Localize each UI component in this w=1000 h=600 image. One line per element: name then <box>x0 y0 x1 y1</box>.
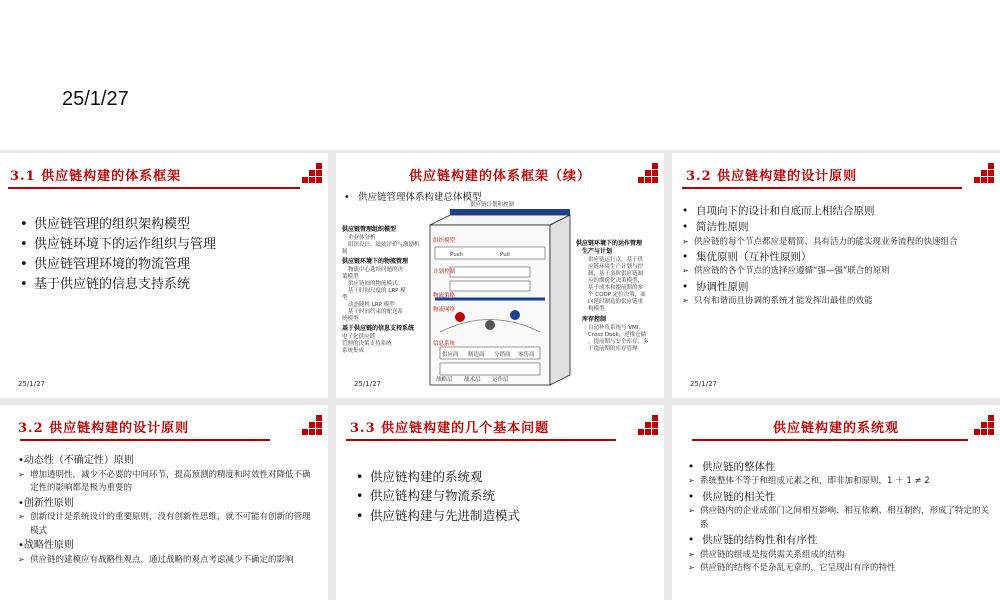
right-heading: 供应链环境下的运作管理 <box>576 240 643 247</box>
slide-thumbnail-1[interactable] <box>0 153 328 398</box>
list-item: • 供应链构建与先进制造模式 <box>356 506 520 525</box>
list-item: ➢ 供应链的建模应有战略性观点，通过战略的观点考虑减少不确定的影响 <box>18 554 318 568</box>
node-label: 零售商 <box>518 352 535 358</box>
list-item: • 基于供应链的信息支持系统 <box>20 275 216 295</box>
list-item: ➢ 供应链的每个节点都应是精简、具有活力的能实现业务流程的快速组合 <box>682 236 982 250</box>
list-item: • 供应链构建与物流系统 <box>356 486 520 505</box>
left-line: 动态随机 LRP 模型 <box>348 302 395 308</box>
list-item: • 供应链的相关性 <box>688 489 994 505</box>
push-label: Push <box>450 252 464 258</box>
side-label: 组织模型 <box>433 238 456 244</box>
list-item: • 供应链的整体性 <box>688 459 994 475</box>
slide-title: 3.1 供应链构建的体系框架 <box>10 169 182 184</box>
bullet-list <box>682 203 982 309</box>
right-line: ，提前期与安全库存，多 <box>588 339 649 345</box>
title-underline <box>682 187 962 189</box>
slide-title: 3.3 供应链构建的几个基本问题 <box>350 421 550 436</box>
logo-icon <box>974 415 994 437</box>
list-item: ➢ 供应链的组成是按供需关系组成的结构 <box>688 549 994 563</box>
right-line: 供应链运行点，基于供 <box>588 257 644 263</box>
right-line: 基于成本和提前期的多 <box>588 285 644 291</box>
right-line: 应的期优化决策模型， <box>588 278 644 284</box>
list-item: • 协调性原则 <box>682 279 982 295</box>
title-underline <box>20 439 270 441</box>
node-label: 制造商 <box>468 352 485 358</box>
left-line: 企业体分析 <box>348 235 376 241</box>
list-item: ➢ 创新设计是系统设计的重要原则，没有创新性思维，就不可能有创新的管理模式 <box>18 511 318 538</box>
list-item: • 集优原则（互补性原则） <box>682 249 982 265</box>
top-band <box>0 0 1000 150</box>
bullet-list <box>344 191 482 206</box>
logo-icon <box>302 415 322 437</box>
side-label: 计划控制 <box>433 269 456 275</box>
list-item: • 供应链管理环境的物流管理 <box>20 255 216 275</box>
slide-title: 3.2 供应链构建的设计原则 <box>18 421 190 436</box>
slide-title: 供应链构建的体系框架（续） <box>408 169 591 184</box>
right-line: 个 CODP 定位决策，面 <box>588 292 646 298</box>
slide-thumbnail-4[interactable] <box>0 405 328 600</box>
list-item: • 供应链的结构性和有序性 <box>688 532 994 548</box>
slide-thumbnail-3[interactable] <box>672 153 1000 398</box>
left-heading: 基于供应链的信息支持系统 <box>342 325 415 332</box>
layer-label: 战略层 <box>436 377 453 383</box>
left-line: 制 <box>342 249 348 255</box>
top-label: 供应链计划和控制 <box>470 202 515 208</box>
title-underline <box>8 187 300 189</box>
side-label: 物流网络 <box>433 307 456 313</box>
bullet-list <box>18 453 318 567</box>
slide-title: 供应链构建的系统观 <box>772 421 899 436</box>
slide-footer-date: 25/1/27 <box>354 380 381 388</box>
node-label: 供应商 <box>442 352 459 358</box>
pull-label: Pull <box>500 252 510 258</box>
list-item: ➢ 增加透明性，减少不必要的中间环节，提高预测的精度和时效性对降低不确定性的影响都是极为重要的 <box>18 469 318 496</box>
left-heading: 供应链管理组织模型 <box>342 226 397 233</box>
list-item: •战略性原则 <box>18 540 74 552</box>
logo-icon <box>302 163 322 185</box>
title-underline <box>346 439 616 441</box>
layer-label: 运作层 <box>492 377 509 383</box>
right-line: 向延时制造的供应链重 <box>588 299 644 305</box>
left-line: 统模型 <box>342 316 359 322</box>
left-line: 型 <box>342 295 348 301</box>
list-item: ➢ 供应链的各个节点的选择应遵循“强—强”联合的原则 <box>682 265 982 279</box>
logo-icon <box>638 163 658 185</box>
logo-icon <box>638 415 658 437</box>
slide-title: 3.2 供应链构建的设计原则 <box>686 169 858 184</box>
right-heading: 库存控制 <box>582 316 607 323</box>
layer-label: 战术层 <box>464 377 481 383</box>
bullet-list <box>20 215 216 296</box>
left-line: 物流中心选址问题的决 <box>348 267 404 273</box>
supply-chain-framework-diagram <box>340 202 660 397</box>
list-item: • 供应链环境下的运作组织与管理 <box>20 235 216 255</box>
list-item: ➢ 供应链内的企业成部门之间相互影响、相互依赖、相互制约，形成了特定的关系 <box>688 505 994 532</box>
right-line: Cross Dock，逆推仓储 <box>588 332 647 338</box>
left-line: 系统集成 <box>342 348 365 354</box>
left-line: 策模型 <box>342 274 359 280</box>
slide-thumbnail-5[interactable] <box>336 405 664 600</box>
right-line: 自动补货系统与 VMI， <box>588 325 644 331</box>
right-heading: 生产与计划 <box>582 248 613 255</box>
slide-footer-date: 25/1/27 <box>690 380 717 388</box>
slide-footer-date: 25/1/27 <box>18 380 45 388</box>
right-line: 构模型 <box>588 306 605 312</box>
logo-icon <box>974 163 994 185</box>
left-line: 电子化供应链 <box>342 334 376 340</box>
bullet-list <box>356 467 520 525</box>
side-label: 信息系统 <box>433 341 456 347</box>
left-line: 供应链间的物流模式 <box>348 281 398 287</box>
list-item: • 供应链管理体系构建总体模型 <box>344 191 482 206</box>
slide-thumbnail-6[interactable] <box>672 405 1000 600</box>
list-item: • 简洁性原则 <box>682 219 982 235</box>
left-line: 基于时间尺度的 LRP 模 <box>348 288 406 294</box>
list-item: •动态性（不确定性）原则 <box>18 455 134 466</box>
left-line: 管理的决策支持系统 <box>342 341 392 347</box>
list-item: ➢ 供应链的结构不是杂乱无章的，它呈现出有序的特性 <box>688 562 994 576</box>
list-item: ➢ 只有和谐而且协调的系统才能发挥出最佳的效能 <box>682 295 982 309</box>
left-line: 基于时间约束的配送系 <box>348 309 404 315</box>
side-label: 物流策略 <box>433 293 456 299</box>
page-date: 25/1/27 <box>62 88 129 110</box>
list-item: • 供应链管理的组织架构模型 <box>20 215 216 235</box>
list-item: •创新性原则 <box>18 497 74 509</box>
right-line: 于提前期的库存管理 <box>588 346 638 352</box>
list-item: • 供应链构建的系统观 <box>356 467 520 486</box>
right-line: 应链环境生产计划与控 <box>588 264 644 270</box>
list-item: ➢ 系统整体不等于和组成元素之和，即非加和原则，1 ＋ 1 ≠ 2 <box>688 475 994 489</box>
node-label: 分销商 <box>494 352 511 358</box>
left-heading: 供应链环境下的物流管理 <box>342 258 409 265</box>
slide-thumbnail-2[interactable] <box>336 153 664 398</box>
right-line: 制，基于多阶供应链制 <box>588 271 644 277</box>
list-item: • 自项向下的设计和自底而上相结合原则 <box>682 203 982 219</box>
left-line: 组织设计、绩效评价与激励机 <box>348 242 420 248</box>
title-underline <box>692 439 968 441</box>
bullet-list <box>688 459 994 576</box>
